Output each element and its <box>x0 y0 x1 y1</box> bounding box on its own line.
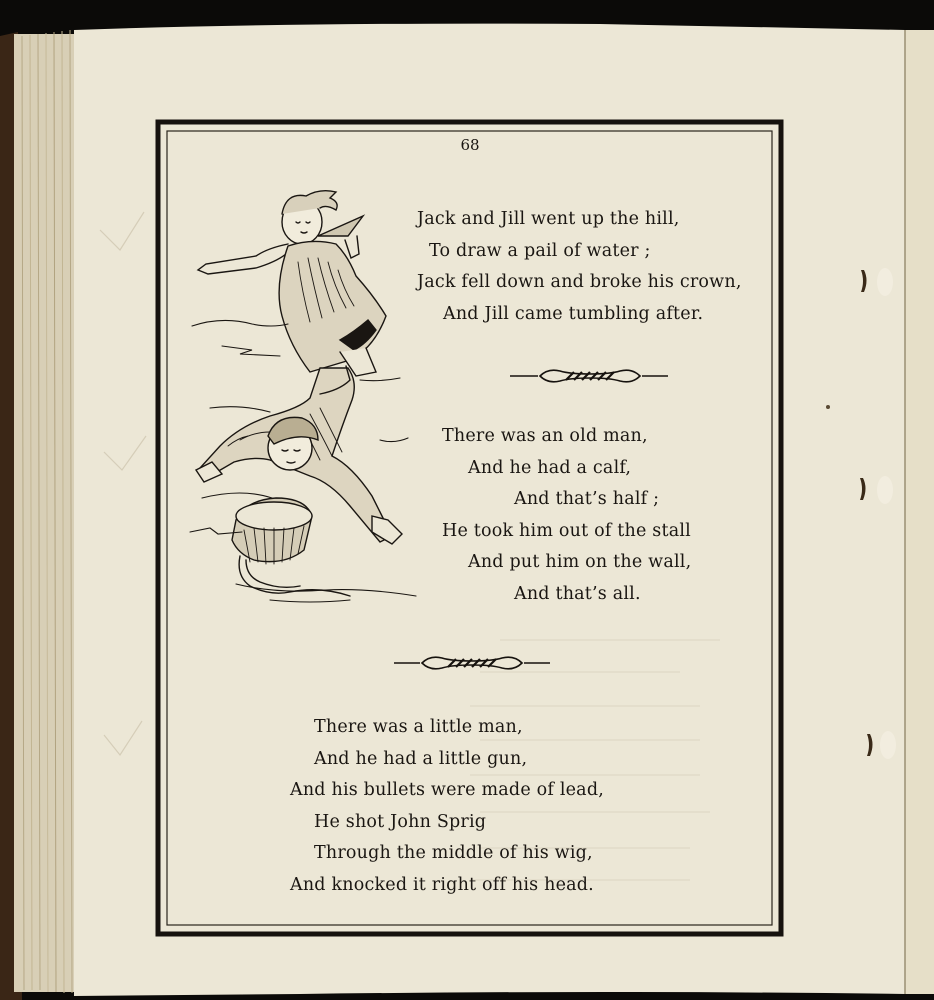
poem-line: He took him out of the stall <box>442 520 691 541</box>
poem-line: And knocked it right off his head. <box>290 874 594 895</box>
poem-line: And that’s all. <box>514 583 641 604</box>
poem-line: He shot John Sprig <box>314 811 487 832</box>
poem-line: And he had a calf, <box>468 457 632 478</box>
next-page-edge <box>905 30 934 994</box>
poem-line: And he had a little gun, <box>314 748 528 769</box>
page-stack <box>14 30 74 993</box>
poem-line: To draw a pail of water ; <box>429 240 651 261</box>
poem-jack-and-jill <box>417 204 742 330</box>
poem-old-man-calf <box>442 421 691 610</box>
poem-line: Jack fell down and broke his crown, <box>417 272 742 292</box>
poem-little-man-gun <box>290 712 604 901</box>
poem-line: There was a little man, <box>314 717 523 737</box>
poem-line: And his bullets were made of lead, <box>290 780 604 800</box>
poem-line: And that’s half ; <box>514 489 660 509</box>
poem-line: Through the middle of his wig, <box>314 843 593 863</box>
page-number: 68 <box>460 136 480 154</box>
poem-line: Jack and Jill went up the hill, <box>417 209 680 229</box>
poem-line: And put him on the wall, <box>468 552 692 572</box>
poem-line: And Jill came tumbling after. <box>443 303 704 324</box>
poem-line: There was an old man, <box>442 426 648 446</box>
